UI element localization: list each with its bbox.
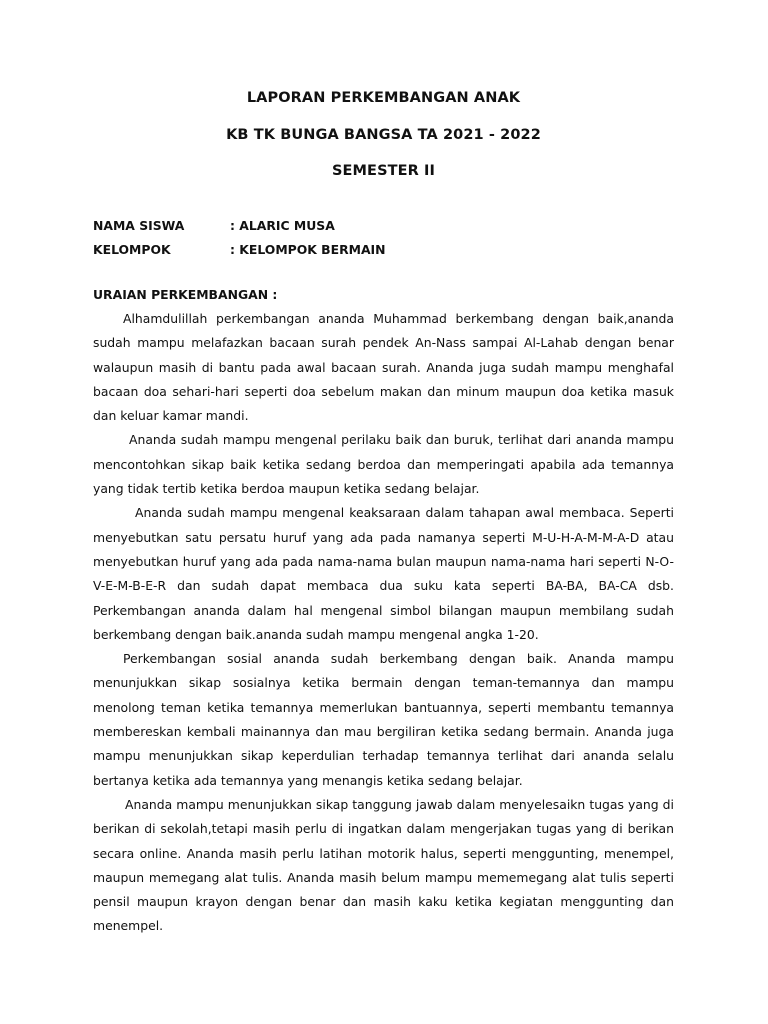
school-year-title: KB TK BUNGA BANGSA TA 2021 - 2022 [226,127,541,143]
student-name-label: NAMA SISWA [93,218,185,233]
student-group-value: : KELOMPOK BERMAIN [230,242,386,257]
student-group-row [93,238,674,262]
paragraph-responsibility: Ananda mampu menunjukkan sikap tanggung jawab dalam menyelesaikn tugas yang di berikan di sekolah,tetapi masih perlu di ingatkan dalam mengerjakan tugas yang di berikan secara online. Ananda masih perlu latihan motorik halus, seperti menggunting, menempel, maupun memegang alat tulis. Ananda masih belum mampu mememegang alat tulis seperti pensil maupun krayon dengan benar dan masih kaku ketika kegiatan menggunting dan menempel. [93,796,674,934]
paragraph-behavior: Ananda sudah mampu mengenal perilaku baik dan buruk, terlihat dari ananda mampu mencontohkan sikap baik ketika sedang berdoa dan memperingati apabila ada temannya yang tidak tertib ketika berdoa maupun ketika sedang belajar. [93,432,674,497]
student-group-label: KELOMPOK [93,242,171,257]
student-name-value: : ALARIC MUSA [230,218,335,233]
paragraph-literacy: Ananda sudah mampu mengenal keaksaraan dalam tahapan awal membaca. Seperti menyebutkan satu persatu huruf yang ada pada namanya seperti M-U-H-A-M-M-A-D atau menyebutkan huruf yang ada pada nama-nama bulan maupun nama-nama hari seperti N-O-V-E-M-B-E-R dan sudah dapat membaca dua suku kata seperti BA-BA, BA-CA dsb. Perkembangan ananda dalam hal mengenal simbol bilangan maupun membilang sudah berkembang dengan baik.ananda sudah mampu mengenal angka 1-20. [93,505,674,642]
semester-title: SEMESTER II [331,163,436,179]
student-name-row [93,214,674,238]
report-title: LAPORAN PERKEMBANGAN ANAK [246,90,521,106]
student-info [93,214,674,262]
paragraph-religious: Alhamdulillah perkembangan ananda Muhammad berkembang dengan baik,ananda sudah mampu melafazkan bacaan surah pendek An-Nass sampai Al-Lahab dengan benar walaupun masih di bantu pada awal bacaan surah. Ananda juga sudah mampu menghafal bacaan doa sehari-hari seperti doa sebelum makan dan minum maupun doa ketika masuk dan keluar kamar mandi. [93,311,674,424]
document-header [93,88,674,181]
paragraph-social: Perkembangan sosial ananda sudah berkembang dengan baik. Ananda mampu menunjukkan sikap sosialnya ketika bermain dengan teman-temannya dan mampu menolong teman ketika temannya memerlukan bantuannya, seperti membantu temannya membereskan kembali mainannya dan mau bergiliran ketika sedang bermain. Ananda juga mampu menunjukkan sikap keperdulian terhadap temannya terlihat dari ananda selalu bertanya ketika ada temannya yang menangis ketika sedang belajar. [93,651,674,788]
development-section-title: URAIAN PERKEMBANGAN : [93,287,278,302]
